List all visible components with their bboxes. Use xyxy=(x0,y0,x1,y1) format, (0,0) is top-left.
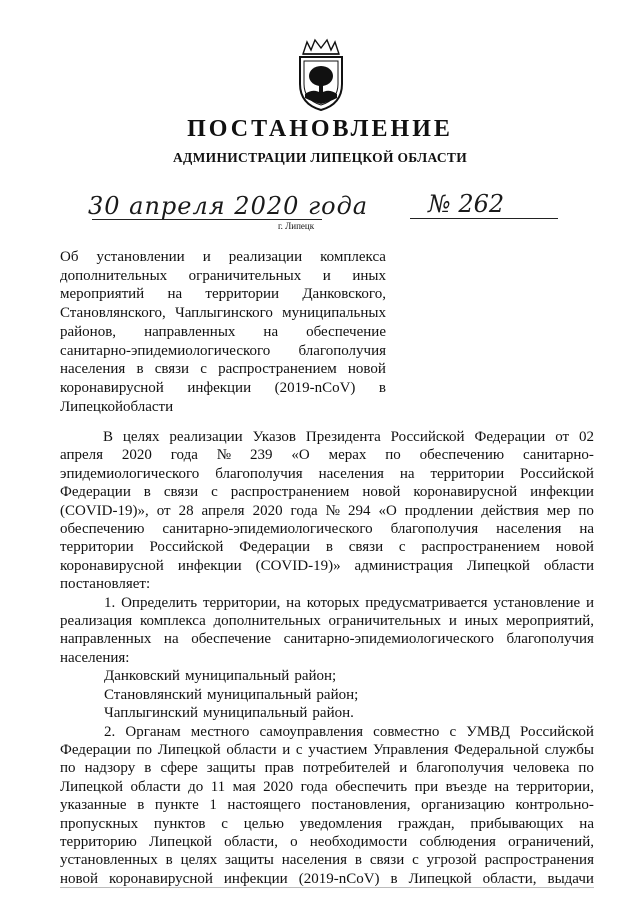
document-title: ПОСТАНОВЛЕНИЕ xyxy=(187,116,453,142)
body-line: 1. Определить территории, на которых предусматривается установление и xyxy=(104,594,594,611)
body-line: Чаплыгинский муниципальный район. xyxy=(104,705,354,722)
body-line: обеспечению санитарно-эпидемиологического благополучия населения на xyxy=(60,521,594,538)
date-underline xyxy=(92,219,322,220)
body-line: установленных в целях защиты населения в связи с угрозой распространения xyxy=(60,852,594,869)
body-line: указанные в пункте 1 настоящего постановления, организацию контрольно- xyxy=(60,797,594,814)
body-line: коронавирусной инфекции (COVID-19)» администрация Липецкой области xyxy=(60,557,594,574)
subject-line: санитарно-эпидемиологического благополучия xyxy=(60,342,386,359)
body-line: новой коронавирусной инфекции (2019-nCoV) в Липецкой области, выдачи xyxy=(60,870,594,887)
body-line: Липецкой области до 11 мая 2020 года обеспечить при въезде на территории, xyxy=(60,778,594,795)
body-line: В целях реализации Указов Президента Российской Федерации от 02 xyxy=(103,429,594,445)
handwritten-number: № 262 xyxy=(428,190,505,218)
body-line: Федерации в связи с распространением новой коронавирусной инфекции xyxy=(60,484,594,501)
subject-line: Об установлении и реализации комплекса xyxy=(60,249,386,265)
body-line: пропускных пунктов с целью уведомления граждан, прибывающих на xyxy=(60,815,594,832)
body-line: (COVID-19)», от 28 апреля 2020 года № 294 «О продлении действия мер по xyxy=(60,502,594,519)
document-subject xyxy=(60,248,386,416)
body-line: территорию Липецкой области, о необходимости соблюдения ограничений, xyxy=(60,833,594,850)
coat-of-arms-emblem xyxy=(295,38,347,112)
subject-line: дополнительных ограничительных и иных xyxy=(60,267,386,284)
document-issuer: АДМИНИСТРАЦИИ ЛИПЕЦКОЙ ОБЛАСТИ xyxy=(172,150,468,165)
city-label: г. Липецк xyxy=(278,221,315,231)
document-body xyxy=(60,428,594,888)
body-line: по надзору в сфере защиты прав потребителей и благополучия человека по xyxy=(60,760,594,777)
body-line: населения: xyxy=(60,649,130,666)
subject-line: Становлянского, Чаплыгинского муниципальных xyxy=(60,305,386,322)
body-line: направленных на обеспечение санитарно-эпидемиологического благополучия xyxy=(60,631,594,648)
body-line: Федерации по Липецкой области и с участием Управления Федеральной службы xyxy=(60,741,594,758)
body-line: апреля 2020 года № 239 «О мерах по обеспечению санитарно- xyxy=(60,447,594,464)
subject-line: населения в связи с распространением новой xyxy=(60,361,386,378)
subject-line: Липецкой области xyxy=(60,398,174,415)
handwritten-date: 30 апреля 2020 года xyxy=(88,192,369,220)
body-line: Данковский муниципальный район; xyxy=(104,668,337,685)
body-line: территории Российской Федерации в связи с распространением новой xyxy=(60,539,594,556)
body-line: Становлянский муниципальный район; xyxy=(104,686,359,703)
body-line: 2. Органам местного самоуправления совместно с УМВД Российской xyxy=(104,723,594,740)
page-bottom-edge xyxy=(60,887,594,888)
body-line: эпидемиологического благополучия населения на территории Российской xyxy=(60,465,594,482)
body-line: постановляет: xyxy=(60,576,151,593)
subject-line: коронавирусной инфекции (2019-nCoV) в xyxy=(60,379,386,396)
body-line: реализация комплекса дополнительных ограничительных и иных мероприятий, xyxy=(60,613,594,630)
subject-line: мероприятий на территории Данковского, xyxy=(60,286,386,303)
number-underline xyxy=(410,218,558,219)
subject-line: районов, направленных на обеспечение xyxy=(60,323,386,340)
